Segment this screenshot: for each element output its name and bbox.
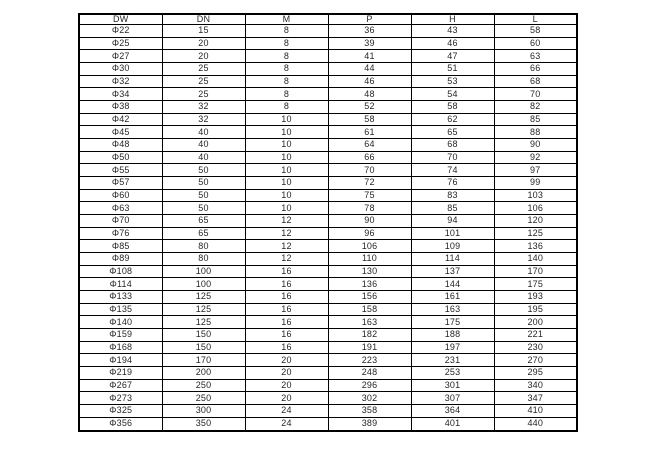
table-cell: 80 (162, 240, 245, 253)
table-row (79, 50, 577, 63)
table-cell: 350 (162, 417, 245, 431)
table-cell: 66 (328, 151, 411, 164)
column-header: M (245, 14, 328, 25)
table-cell: 78 (328, 202, 411, 215)
table-cell: 63 (494, 50, 577, 63)
table-cell: 41 (328, 50, 411, 63)
table-cell: Φ76 (79, 227, 162, 240)
table-cell: Φ34 (79, 88, 162, 101)
table-cell: 88 (494, 126, 577, 139)
table-cell: 250 (162, 392, 245, 405)
table-cell: 16 (245, 265, 328, 278)
table-row (79, 215, 577, 228)
table-cell: Φ89 (79, 253, 162, 266)
table-cell: 70 (328, 164, 411, 177)
dimension-spec-table (78, 13, 578, 432)
table-cell: 16 (245, 291, 328, 304)
table-cell: 295 (494, 367, 577, 380)
table-cell: Φ135 (79, 303, 162, 316)
table-cell: 40 (162, 151, 245, 164)
table-cell: 20 (245, 367, 328, 380)
table-cell: 156 (328, 291, 411, 304)
table-cell: 163 (328, 316, 411, 329)
table-cell: 8 (245, 63, 328, 76)
table-row (79, 63, 577, 76)
table-cell: Φ48 (79, 139, 162, 152)
table-cell: 182 (328, 329, 411, 342)
table-cell: 307 (411, 392, 494, 405)
table-cell: 8 (245, 88, 328, 101)
table-cell: 8 (245, 50, 328, 63)
table-row (79, 88, 577, 101)
table-cell: 70 (411, 151, 494, 164)
table-cell: 20 (245, 354, 328, 367)
table-cell: 125 (162, 303, 245, 316)
table-cell: 10 (245, 139, 328, 152)
table-cell: Φ219 (79, 367, 162, 380)
table-cell: 16 (245, 329, 328, 342)
table-cell: 12 (245, 215, 328, 228)
table-cell: Φ38 (79, 101, 162, 114)
table-cell: 94 (411, 215, 494, 228)
table-cell: 16 (245, 278, 328, 291)
table-cell: 144 (411, 278, 494, 291)
table-row (79, 417, 577, 431)
table-cell: 44 (328, 63, 411, 76)
table-cell: Φ356 (79, 417, 162, 431)
table-cell: 120 (494, 215, 577, 228)
table-cell: 140 (494, 253, 577, 266)
table-cell: 358 (328, 405, 411, 418)
table-cell: Φ267 (79, 379, 162, 392)
table-row (79, 367, 577, 380)
table-cell: 101 (411, 227, 494, 240)
table-cell: 200 (494, 316, 577, 329)
table-cell: 72 (328, 177, 411, 190)
table-cell: 52 (328, 101, 411, 114)
table-cell: 136 (328, 278, 411, 291)
table-cell: 20 (245, 379, 328, 392)
table-cell: 25 (162, 88, 245, 101)
table-cell: 25 (162, 63, 245, 76)
table-cell: 48 (328, 88, 411, 101)
table-cell: 24 (245, 405, 328, 418)
table-cell: 231 (411, 354, 494, 367)
table-cell: 440 (494, 417, 577, 431)
table-cell: 96 (328, 227, 411, 240)
table-cell: 58 (494, 25, 577, 38)
table-cell: 70 (494, 88, 577, 101)
table-row (79, 278, 577, 291)
table-cell: 103 (494, 189, 577, 202)
table-row (79, 265, 577, 278)
table-cell: Φ30 (79, 63, 162, 76)
table-head (79, 14, 577, 25)
table-row (79, 177, 577, 190)
table-cell: 74 (411, 164, 494, 177)
table-cell: 50 (162, 189, 245, 202)
table-cell: 51 (411, 63, 494, 76)
table-cell: 302 (328, 392, 411, 405)
table-cell: Φ45 (79, 126, 162, 139)
table-row (79, 316, 577, 329)
table-cell: 90 (328, 215, 411, 228)
table-cell: 170 (494, 265, 577, 278)
table-row (79, 392, 577, 405)
table-row (79, 164, 577, 177)
table-row (79, 101, 577, 114)
table-cell: 100 (162, 265, 245, 278)
table-row (79, 75, 577, 88)
table-cell: 106 (494, 202, 577, 215)
table-cell: 110 (328, 253, 411, 266)
column-header: P (328, 14, 411, 25)
table-cell: 347 (494, 392, 577, 405)
table-cell: 12 (245, 227, 328, 240)
table-cell: 36 (328, 25, 411, 38)
table-cell: 10 (245, 126, 328, 139)
table-cell: 65 (411, 126, 494, 139)
table-cell: 106 (328, 240, 411, 253)
table-row (79, 291, 577, 304)
table-cell: 10 (245, 164, 328, 177)
table-cell: Φ32 (79, 75, 162, 88)
table-row (79, 37, 577, 50)
table-cell: 76 (411, 177, 494, 190)
table-cell: 68 (411, 139, 494, 152)
table-cell: 50 (162, 164, 245, 177)
table-cell: 43 (411, 25, 494, 38)
table-cell: 137 (411, 265, 494, 278)
table-cell: 125 (162, 316, 245, 329)
table-cell: 65 (162, 215, 245, 228)
table-cell: Φ63 (79, 202, 162, 215)
table-cell: 340 (494, 379, 577, 392)
table-cell: Φ108 (79, 265, 162, 278)
table-cell: 64 (328, 139, 411, 152)
table-cell: 50 (162, 177, 245, 190)
table-cell: 20 (162, 37, 245, 50)
table-cell: 136 (494, 240, 577, 253)
table-cell: Φ168 (79, 341, 162, 354)
table-cell: 47 (411, 50, 494, 63)
table-cell: 175 (411, 316, 494, 329)
table-cell: 85 (494, 113, 577, 126)
table-cell: 230 (494, 341, 577, 354)
table-row (79, 303, 577, 316)
table-cell: 60 (494, 37, 577, 50)
table-cell: 10 (245, 189, 328, 202)
table-cell: 40 (162, 139, 245, 152)
table-row (79, 113, 577, 126)
table-cell: 65 (162, 227, 245, 240)
table-cell: Φ55 (79, 164, 162, 177)
table-cell: 10 (245, 151, 328, 164)
table-cell: 130 (328, 265, 411, 278)
table-row (79, 379, 577, 392)
table-cell: 125 (494, 227, 577, 240)
table-row (79, 405, 577, 418)
table-cell: Φ159 (79, 329, 162, 342)
table-cell: Φ42 (79, 113, 162, 126)
table-cell: 58 (328, 113, 411, 126)
table-row (79, 25, 577, 38)
table-cell: 125 (162, 291, 245, 304)
table-cell: 97 (494, 164, 577, 177)
table-cell: 80 (162, 253, 245, 266)
table-cell: 25 (162, 75, 245, 88)
table-row (79, 341, 577, 354)
table-cell: 296 (328, 379, 411, 392)
table-cell: 10 (245, 113, 328, 126)
table-cell: 221 (494, 329, 577, 342)
table-row (79, 354, 577, 367)
table-cell: 62 (411, 113, 494, 126)
table-cell: 68 (494, 75, 577, 88)
table-cell: 10 (245, 202, 328, 215)
table-cell: 54 (411, 88, 494, 101)
table-cell: 46 (328, 75, 411, 88)
table-cell: 8 (245, 25, 328, 38)
table-cell: 170 (162, 354, 245, 367)
column-header: DN (162, 14, 245, 25)
table-cell: 389 (328, 417, 411, 431)
table-cell: Φ60 (79, 189, 162, 202)
table-cell: Φ22 (79, 25, 162, 38)
column-header: L (494, 14, 577, 25)
table-cell: Φ325 (79, 405, 162, 418)
table-cell: 253 (411, 367, 494, 380)
table-row (79, 253, 577, 266)
table-cell: 83 (411, 189, 494, 202)
table-cell: 150 (162, 329, 245, 342)
table-cell: 12 (245, 253, 328, 266)
table-row (79, 240, 577, 253)
table-cell: 40 (162, 126, 245, 139)
table-cell: Φ50 (79, 151, 162, 164)
table-cell: 12 (245, 240, 328, 253)
table-cell: 200 (162, 367, 245, 380)
table-body (79, 25, 577, 432)
table-cell: 109 (411, 240, 494, 253)
table-cell: 32 (162, 101, 245, 114)
table-cell: 16 (245, 316, 328, 329)
table-row (79, 139, 577, 152)
table-cell: 197 (411, 341, 494, 354)
table-cell: 53 (411, 75, 494, 88)
column-header: DW (79, 14, 162, 25)
table-cell: 16 (245, 341, 328, 354)
table-cell: 188 (411, 329, 494, 342)
table-cell: 223 (328, 354, 411, 367)
table-cell: Φ85 (79, 240, 162, 253)
table-cell: 10 (245, 177, 328, 190)
table-cell: Φ114 (79, 278, 162, 291)
table-cell: 46 (411, 37, 494, 50)
table-cell: 90 (494, 139, 577, 152)
table-cell: 66 (494, 63, 577, 76)
table-cell: 248 (328, 367, 411, 380)
table-cell: 92 (494, 151, 577, 164)
table-cell: Φ70 (79, 215, 162, 228)
table-cell: 175 (494, 278, 577, 291)
table-cell: 85 (411, 202, 494, 215)
table-header-row (79, 14, 577, 25)
table-cell: Φ133 (79, 291, 162, 304)
table-cell: 163 (411, 303, 494, 316)
table-cell: 158 (328, 303, 411, 316)
table-cell: 114 (411, 253, 494, 266)
table-cell: 32 (162, 113, 245, 126)
table-cell: 50 (162, 202, 245, 215)
table-cell: Φ273 (79, 392, 162, 405)
table-cell: 39 (328, 37, 411, 50)
table-cell: 100 (162, 278, 245, 291)
table-cell: 250 (162, 379, 245, 392)
table-cell: 161 (411, 291, 494, 304)
table-cell: 270 (494, 354, 577, 367)
table-cell: 24 (245, 417, 328, 431)
table-cell: 364 (411, 405, 494, 418)
table-row (79, 151, 577, 164)
table-row (79, 227, 577, 240)
table-cell: 300 (162, 405, 245, 418)
table-cell: 61 (328, 126, 411, 139)
table-cell: Φ194 (79, 354, 162, 367)
table-cell: 191 (328, 341, 411, 354)
table-cell: 8 (245, 101, 328, 114)
table-cell: 8 (245, 75, 328, 88)
table-cell: Φ27 (79, 50, 162, 63)
table-cell: 20 (245, 392, 328, 405)
table-cell: Φ57 (79, 177, 162, 190)
table-row (79, 189, 577, 202)
table-row (79, 329, 577, 342)
table-cell: 58 (411, 101, 494, 114)
table-cell: 195 (494, 303, 577, 316)
table-cell: 99 (494, 177, 577, 190)
table-cell: 15 (162, 25, 245, 38)
table-cell: 401 (411, 417, 494, 431)
table-cell: 16 (245, 303, 328, 316)
column-header: H (411, 14, 494, 25)
table-cell: 20 (162, 50, 245, 63)
table-cell: 82 (494, 101, 577, 114)
table-cell: Φ140 (79, 316, 162, 329)
table-cell: 8 (245, 37, 328, 50)
table-cell: 301 (411, 379, 494, 392)
table-row (79, 202, 577, 215)
table-cell: 193 (494, 291, 577, 304)
table-cell: Φ25 (79, 37, 162, 50)
table-cell: 150 (162, 341, 245, 354)
table-cell: 410 (494, 405, 577, 418)
table-cell: 75 (328, 189, 411, 202)
table-row (79, 126, 577, 139)
